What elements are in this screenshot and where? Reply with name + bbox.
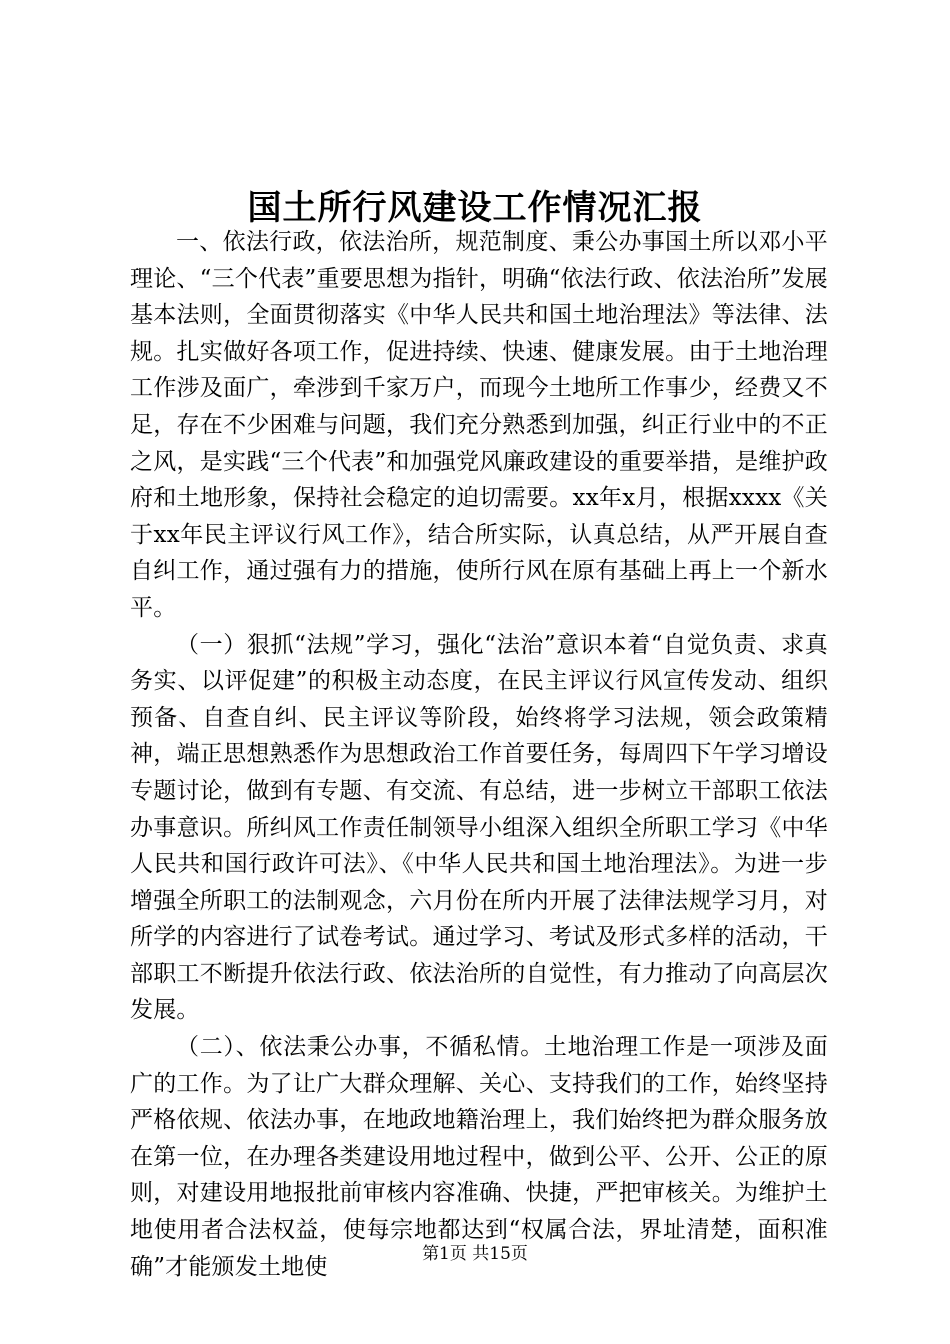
document-title: 国土所行风建设工作情况汇报: [247, 188, 703, 228]
paragraph-3: （二）、依法秉公办事，不循私情。土地治理工作是一项涉及面广的工作。为了让广大群众理解、关心、支持我们的工作，始终坚持严格依规、依法办事，在地政地籍治理上，我们始终把为群众服务放在第一位，在办理各类建设用地过程中，做到公平、公开、公正的原则，对建设用地报批前审核内容准确、快捷，严把审核关。为维护土地使用者合法权益，使每宗地都达到“权属合法，界址清楚，面积准确”才能颁发土地使: [130, 1034, 828, 1280]
page-number-footer: 第1页 共15页: [422, 1244, 528, 1264]
paragraph-2: （一）狠抓“法规”学习，强化“法治”意识本着“自觉负责、求真务实、以评促建”的积极主动态度，在民主评议行风宣传发动、组织预备、自查自纠、民主评议等阶段，始终将学习法规，领会政策精神，端正思想熟悉作为思想政治工作首要任务，每周四下午学习增设专题讨论，做到有专题、有交流、有总结，进一步树立干部职工依法办事意识。所纠风工作责任制领导小组深入组织全所职工学习《中华人民共和国行政许可法》、《中华人民共和国土地治理法》。为进一步增强全所职工的法制观念，六月份在所内开展了法律法规学习月，对所学的内容进行了试卷考试。通过学习、考试及形式多样的活动，干部职工不断提升依法行政、依法治所的自觉性，有力推动了向高层次发展。: [130, 631, 828, 1024]
document-body: [130, 224, 828, 1285]
paragraph-1: 一、依法行政，依法治所，规范制度、秉公办事国土所以邓小平理论、“三个代表”重要思想为指针，明确“依法行政、依法治所”发展基本法则，全面贯彻落实《中华人民共和国土地治理法》等法律、法规。扎实做好各项工作，促进持续、快速、健康发展。由于土地治理工作涉及面广，牵涉到千家万户，而现今土地所工作事少，经费又不足，存在不少困难与问题，我们充分熟悉到加强，纠正行业中的不正之风，是实践“三个代表”和加强党风廉政建设的重要举措，是维护政府和土地形象，保持社会稳定的迫切需要。xx年x月，根据xxxx《关于xx年民主评议行风工作》，结合所实际，认真总结，从严开展自查自纠工作，通过强有力的措施，使所行风在原有基础上再上一个新水平。: [130, 229, 828, 621]
